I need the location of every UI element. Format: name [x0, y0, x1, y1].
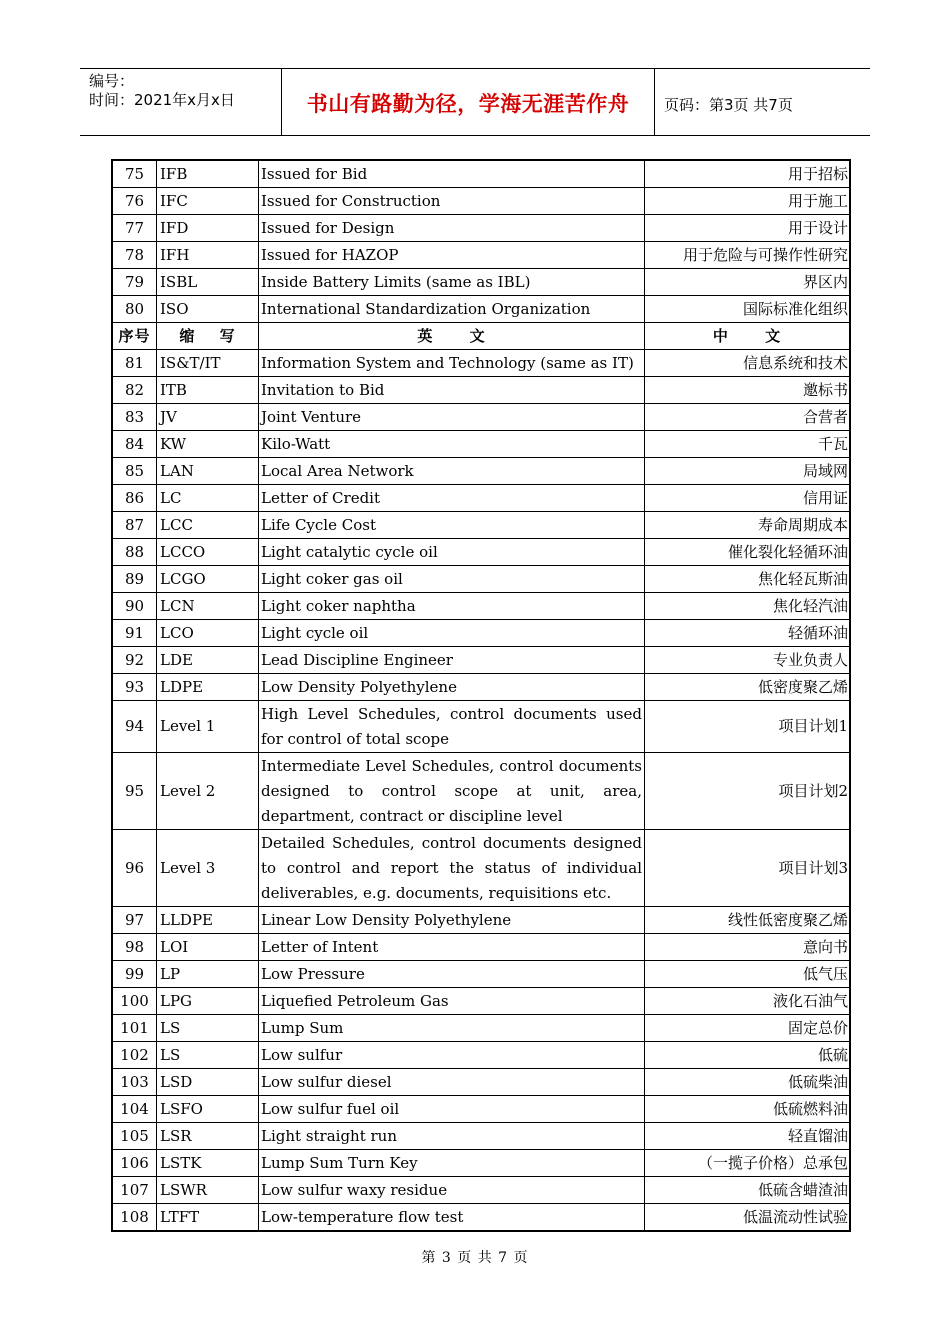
- row-english: Low sulfur: [259, 1042, 645, 1069]
- row-abbreviation: LOI: [157, 934, 259, 961]
- row-chinese: 意向书: [645, 934, 850, 961]
- row-chinese: 低温流动性试验: [645, 1204, 850, 1231]
- row-english: Lump Sum Turn Key: [259, 1150, 645, 1177]
- row-abbreviation: IS&T/IT: [157, 350, 259, 377]
- row-english: High Level Schedules, control documents used for control of total scope: [259, 701, 645, 753]
- table-row: [113, 188, 850, 215]
- header-motto: 书山有路勤为径，学海无涯苦作舟: [306, 92, 630, 116]
- row-chinese: 局域网: [645, 458, 850, 485]
- row-english: Light coker naphtha: [259, 593, 645, 620]
- table-row: [113, 1069, 850, 1096]
- table-row: [113, 1177, 850, 1204]
- row-abbreviation: ITB: [157, 377, 259, 404]
- table-row: [113, 566, 850, 593]
- header-bottom-rule: [80, 135, 870, 136]
- row-number: 108: [113, 1204, 157, 1231]
- row-english: Low sulfur fuel oil: [259, 1096, 645, 1123]
- row-english: Light coker gas oil: [259, 566, 645, 593]
- table-row: [113, 753, 850, 830]
- row-chinese: 轻直馏油: [645, 1123, 850, 1150]
- row-chinese: 焦化轻汽油: [645, 593, 850, 620]
- table-row: [113, 296, 850, 323]
- row-english: Lump Sum: [259, 1015, 645, 1042]
- table-row: [113, 674, 850, 701]
- table-row: [113, 404, 850, 431]
- row-abbreviation: IFB: [157, 161, 259, 188]
- table-row: [113, 1096, 850, 1123]
- header-divider-right: [654, 68, 655, 136]
- table-row: [113, 431, 850, 458]
- table-row: [113, 961, 850, 988]
- table-row: [113, 620, 850, 647]
- table-row: [113, 377, 850, 404]
- row-abbreviation: Level 3: [157, 830, 259, 907]
- column-header-chinese: 中 文: [645, 323, 850, 350]
- row-abbreviation: LCO: [157, 620, 259, 647]
- row-chinese: 寿命周期成本: [645, 512, 850, 539]
- row-number: 76: [113, 188, 157, 215]
- row-chinese: 邀标书: [645, 377, 850, 404]
- row-number: 97: [113, 907, 157, 934]
- row-abbreviation: ISBL: [157, 269, 259, 296]
- row-number: 75: [113, 161, 157, 188]
- row-number: 80: [113, 296, 157, 323]
- row-number: 86: [113, 485, 157, 512]
- table-row: [113, 934, 850, 961]
- table-row: [113, 215, 850, 242]
- row-english: Invitation to Bid: [259, 377, 645, 404]
- row-english: Inside Battery Limits (same as IBL): [259, 269, 645, 296]
- row-english: Issued for Design: [259, 215, 645, 242]
- table-row: [113, 907, 850, 934]
- row-number: 94: [113, 701, 157, 753]
- row-number: 81: [113, 350, 157, 377]
- row-chinese: 项目计划3: [645, 830, 850, 907]
- row-chinese: 用于施工: [645, 188, 850, 215]
- row-english: International Standardization Organization: [259, 296, 645, 323]
- row-chinese: 固定总价: [645, 1015, 850, 1042]
- column-header-row: [113, 323, 850, 350]
- row-number: 77: [113, 215, 157, 242]
- row-abbreviation: LDPE: [157, 674, 259, 701]
- row-english: Issued for Bid: [259, 161, 645, 188]
- row-abbreviation: LSTK: [157, 1150, 259, 1177]
- row-chinese: 用于危险与可操作性研究: [645, 242, 850, 269]
- column-header-english: 英 文: [259, 323, 645, 350]
- row-abbreviation: LS: [157, 1042, 259, 1069]
- row-chinese: 国际标准化组织: [645, 296, 850, 323]
- row-english: Local Area Network: [259, 458, 645, 485]
- row-number: 95: [113, 753, 157, 830]
- row-abbreviation: LAN: [157, 458, 259, 485]
- row-number: 99: [113, 961, 157, 988]
- table-row: [113, 647, 850, 674]
- row-abbreviation: IFD: [157, 215, 259, 242]
- row-english: Joint Venture: [259, 404, 645, 431]
- row-chinese: 用于设计: [645, 215, 850, 242]
- row-chinese: （一揽子价格）总承包: [645, 1150, 850, 1177]
- row-number: 93: [113, 674, 157, 701]
- row-number: 98: [113, 934, 157, 961]
- row-number: 79: [113, 269, 157, 296]
- row-english: Light cycle oil: [259, 620, 645, 647]
- row-chinese: 液化石油气: [645, 988, 850, 1015]
- row-english: Light catalytic cycle oil: [259, 539, 645, 566]
- row-chinese: 专业负责人: [645, 647, 850, 674]
- row-english: Information System and Technology (same as IT): [259, 350, 645, 377]
- row-number: 87: [113, 512, 157, 539]
- row-number: 102: [113, 1042, 157, 1069]
- row-chinese: 信息系统和技术: [645, 350, 850, 377]
- table-row: [113, 242, 850, 269]
- table-row: [113, 539, 850, 566]
- row-chinese: 项目计划1: [645, 701, 850, 753]
- table-row: [113, 350, 850, 377]
- row-number: 107: [113, 1177, 157, 1204]
- row-abbreviation: LC: [157, 485, 259, 512]
- row-english: Low sulfur waxy residue: [259, 1177, 645, 1204]
- row-abbreviation: LSD: [157, 1069, 259, 1096]
- row-abbreviation: Level 1: [157, 701, 259, 753]
- table-row: [113, 1123, 850, 1150]
- glossary-header: [113, 323, 850, 350]
- row-number: 100: [113, 988, 157, 1015]
- row-number: 89: [113, 566, 157, 593]
- row-chinese: 低气压: [645, 961, 850, 988]
- row-abbreviation: LSFO: [157, 1096, 259, 1123]
- row-chinese: 低密度聚乙烯: [645, 674, 850, 701]
- row-abbreviation: JV: [157, 404, 259, 431]
- row-abbreviation: LSR: [157, 1123, 259, 1150]
- row-english: Letter of Credit: [259, 485, 645, 512]
- row-abbreviation: LCC: [157, 512, 259, 539]
- row-chinese: 低硫含蜡渣油: [645, 1177, 850, 1204]
- row-english: Intermediate Level Schedules, control documents designed to control scope at unit, area, department, contract or discipline level: [259, 753, 645, 830]
- table-row: [113, 1042, 850, 1069]
- row-number: 78: [113, 242, 157, 269]
- table-row: [113, 830, 850, 907]
- row-abbreviation: LTFT: [157, 1204, 259, 1231]
- row-number: 83: [113, 404, 157, 431]
- table-row: [113, 269, 850, 296]
- row-abbreviation: LPG: [157, 988, 259, 1015]
- row-abbreviation: LS: [157, 1015, 259, 1042]
- row-abbreviation: LLDPE: [157, 907, 259, 934]
- row-number: 101: [113, 1015, 157, 1042]
- row-abbreviation: LSWR: [157, 1177, 259, 1204]
- row-number: 96: [113, 830, 157, 907]
- doc-number-label: 编号：: [89, 72, 135, 90]
- table-row: [113, 701, 850, 753]
- row-chinese: 信用证: [645, 485, 850, 512]
- row-english: Issued for Construction: [259, 188, 645, 215]
- row-english: Letter of Intent: [259, 934, 645, 961]
- row-english: Low-temperature flow test: [259, 1204, 645, 1231]
- row-number: 84: [113, 431, 157, 458]
- row-english: Low Density Polyethylene: [259, 674, 645, 701]
- row-abbreviation: LDE: [157, 647, 259, 674]
- row-number: 92: [113, 647, 157, 674]
- row-abbreviation: Level 2: [157, 753, 259, 830]
- row-english: Life Cycle Cost: [259, 512, 645, 539]
- row-number: 82: [113, 377, 157, 404]
- row-abbreviation: IFC: [157, 188, 259, 215]
- row-chinese: 用于招标: [645, 161, 850, 188]
- row-english: Light straight run: [259, 1123, 645, 1150]
- doc-time-label: 时间：2021年x月x日: [89, 91, 235, 109]
- row-english: Linear Low Density Polyethylene: [259, 907, 645, 934]
- table-row: [113, 1204, 850, 1231]
- row-english: Liquefied Petroleum Gas: [259, 988, 645, 1015]
- row-number: 105: [113, 1123, 157, 1150]
- row-chinese: 低硫燃料油: [645, 1096, 850, 1123]
- glossary-table: [112, 160, 850, 1231]
- row-number: 85: [113, 458, 157, 485]
- row-number: 88: [113, 539, 157, 566]
- row-abbreviation: LCCO: [157, 539, 259, 566]
- table-row: [113, 593, 850, 620]
- header-page-info: 页码：第3页 共7页: [664, 96, 793, 114]
- header-top-rule: [80, 68, 870, 69]
- header-meta: [89, 72, 235, 110]
- row-number: 103: [113, 1069, 157, 1096]
- page-footer: 第 3 页 共 7 页: [421, 1250, 529, 1266]
- row-chinese: 催化裂化轻循环油: [645, 539, 850, 566]
- row-abbreviation: ISO: [157, 296, 259, 323]
- row-abbreviation: KW: [157, 431, 259, 458]
- row-number: 91: [113, 620, 157, 647]
- row-chinese: 低硫: [645, 1042, 850, 1069]
- row-chinese: 轻循环油: [645, 620, 850, 647]
- row-english: Low sulfur diesel: [259, 1069, 645, 1096]
- row-number: 90: [113, 593, 157, 620]
- row-english: Kilo-Watt: [259, 431, 645, 458]
- row-abbreviation: IFH: [157, 242, 259, 269]
- row-number: 106: [113, 1150, 157, 1177]
- row-chinese: 合营者: [645, 404, 850, 431]
- row-chinese: 千瓦: [645, 431, 850, 458]
- table-row: [113, 161, 850, 188]
- row-abbreviation: LP: [157, 961, 259, 988]
- column-header-no: 序号: [113, 323, 157, 350]
- glossary-rows-before-header: [113, 161, 850, 323]
- table-row: [113, 988, 850, 1015]
- row-number: 104: [113, 1096, 157, 1123]
- row-chinese: 界区内: [645, 269, 850, 296]
- row-chinese: 线性低密度聚乙烯: [645, 907, 850, 934]
- table-row: [113, 458, 850, 485]
- row-abbreviation: LCN: [157, 593, 259, 620]
- table-row: [113, 512, 850, 539]
- row-chinese: 焦化轻瓦斯油: [645, 566, 850, 593]
- row-chinese: 项目计划2: [645, 753, 850, 830]
- row-english: Issued for HAZOP: [259, 242, 645, 269]
- row-chinese: 低硫柴油: [645, 1069, 850, 1096]
- row-english: Detailed Schedules, control documents designed to control and report the status of individual deliverables, e.g. documents, requisitions etc.: [259, 830, 645, 907]
- row-english: Low Pressure: [259, 961, 645, 988]
- glossary-rows-after-header: [113, 350, 850, 1231]
- row-abbreviation: LCGO: [157, 566, 259, 593]
- table-row: [113, 1015, 850, 1042]
- table-row: [113, 485, 850, 512]
- table-row: [113, 1150, 850, 1177]
- row-english: Lead Discipline Engineer: [259, 647, 645, 674]
- column-header-abbr: 缩 写: [157, 323, 259, 350]
